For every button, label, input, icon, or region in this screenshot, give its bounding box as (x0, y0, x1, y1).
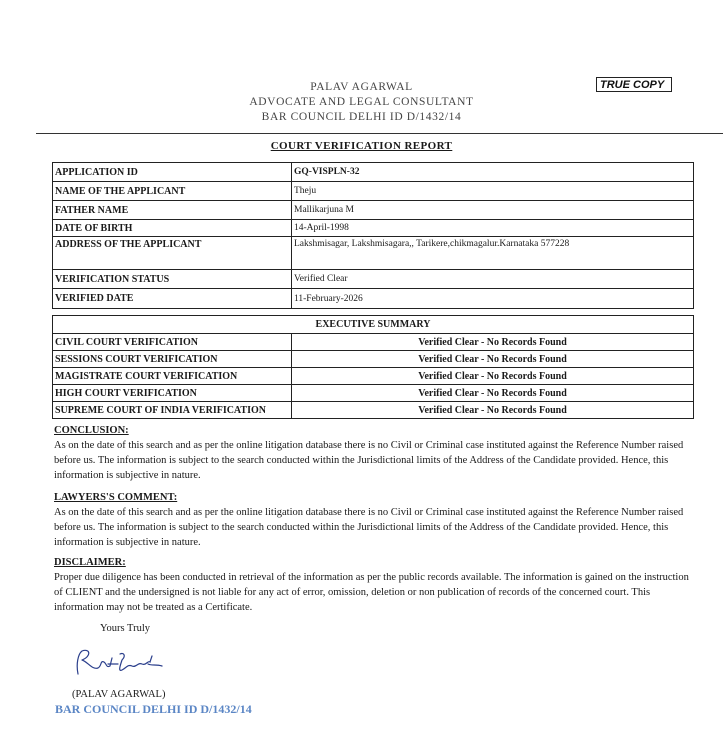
detail-value: 14-April-1998 (292, 220, 694, 237)
summary-label: SESSIONS COURT VERIFICATION (53, 351, 292, 368)
table-row (53, 163, 694, 182)
summary-label: CIVIL COURT VERIFICATION (53, 334, 292, 351)
executive-summary-table (52, 315, 694, 419)
report-title: COURT VERIFICATION REPORT (270, 140, 453, 152)
true-copy-stamp: TRUE COPY (596, 77, 672, 92)
executive-summary-heading: EXECUTIVE SUMMARY (53, 316, 694, 334)
detail-value: Mallikarjuna M (292, 201, 694, 220)
table-row (53, 316, 694, 334)
detail-label: FATHER NAME (53, 201, 292, 220)
table-row (53, 220, 694, 237)
table-row (53, 368, 694, 385)
footer-bar-council-id: BAR COUNCIL DELHI ID D/1432/14 (55, 702, 252, 716)
disclaimer-text: Proper due diligence has been conducted in retrieval of the information as per the public records available. The information is gained on the instruction of CLIENT and the undersigned is not liable for any act of error, omission, deletion or non publication of records of the concerned court. This information may not be treated as a Certificate. (54, 572, 689, 613)
detail-value: Verified Clear (292, 270, 694, 289)
table-row (53, 385, 694, 402)
signatory-name: (PALAV AGARWAL) (72, 689, 166, 700)
applicant-details-table (52, 162, 694, 309)
table-row (53, 402, 694, 419)
advocate-title: ADVOCATE AND LEGAL CONSULTANT (249, 96, 474, 108)
summary-label: HIGH COURT VERIFICATION (53, 385, 292, 402)
bar-council-id: BAR COUNCIL DELHI ID D/1432/14 (261, 111, 462, 123)
detail-label: VERIFICATION STATUS (53, 270, 292, 289)
summary-value: Verified Clear - No Records Found (292, 385, 694, 402)
summary-value: Verified Clear - No Records Found (292, 368, 694, 385)
detail-label: VERIFIED DATE (53, 289, 292, 309)
disclaimer-section (54, 555, 690, 615)
conclusion-title: CONCLUSION: (54, 425, 129, 436)
summary-value: Verified Clear - No Records Found (292, 402, 694, 419)
detail-value: 11-February-2026 (292, 289, 694, 309)
table-row (53, 182, 694, 201)
summary-label: SUPREME COURT OF INDIA VERIFICATION (53, 402, 292, 419)
advocate-name: PALAV AGARWAL (310, 81, 413, 93)
table-row (53, 334, 694, 351)
disclaimer-title: DISCLAIMER: (54, 557, 126, 568)
lawyers-comment-section (54, 490, 690, 550)
conclusion-section (54, 423, 690, 483)
table-row (53, 201, 694, 220)
table-row (53, 289, 694, 309)
signature (70, 646, 170, 678)
table-row (53, 237, 694, 270)
detail-value: Theju (292, 182, 694, 201)
lawyers-comment-text: As on the date of this search and as per the online litigation database there is no Civil or Criminal case instituted against the Reference Number raised before us. The information is subject to the search conducted within the Jurisdictional limits of the Address of the Candidate provided. Hence, this information is subjective in nature. (54, 507, 684, 548)
table-row (53, 351, 694, 368)
conclusion-text: As on the date of this search and as per the online litigation database there is no Civil or Criminal case instituted against the Reference Number raised before us. The information is subject to the search conducted within the Jurisdictional limits of the Address of the Candidate provided. Hence, this information is subjective in nature. (54, 440, 684, 481)
summary-value: Verified Clear - No Records Found (292, 351, 694, 368)
detail-label: ADDRESS OF THE APPLICANT (53, 237, 292, 270)
detail-value: GQ-VISPLN-32 (292, 163, 694, 182)
header-divider (36, 133, 723, 134)
closing-line: Yours Truly (100, 623, 151, 634)
summary-label: MAGISTRATE COURT VERIFICATION (53, 368, 292, 385)
detail-label: DATE OF BIRTH (53, 220, 292, 237)
lawyers-comment-title: LAWYERS'S COMMENT: (54, 492, 178, 503)
table-row (53, 270, 694, 289)
summary-value: Verified Clear - No Records Found (292, 334, 694, 351)
detail-value: Lakshmisagar, Lakshmisagara,, Tarikere,chikmagalur.Karnataka 577228 (292, 237, 694, 270)
detail-label: NAME OF THE APPLICANT (53, 182, 292, 201)
detail-label: APPLICATION ID (53, 163, 292, 182)
